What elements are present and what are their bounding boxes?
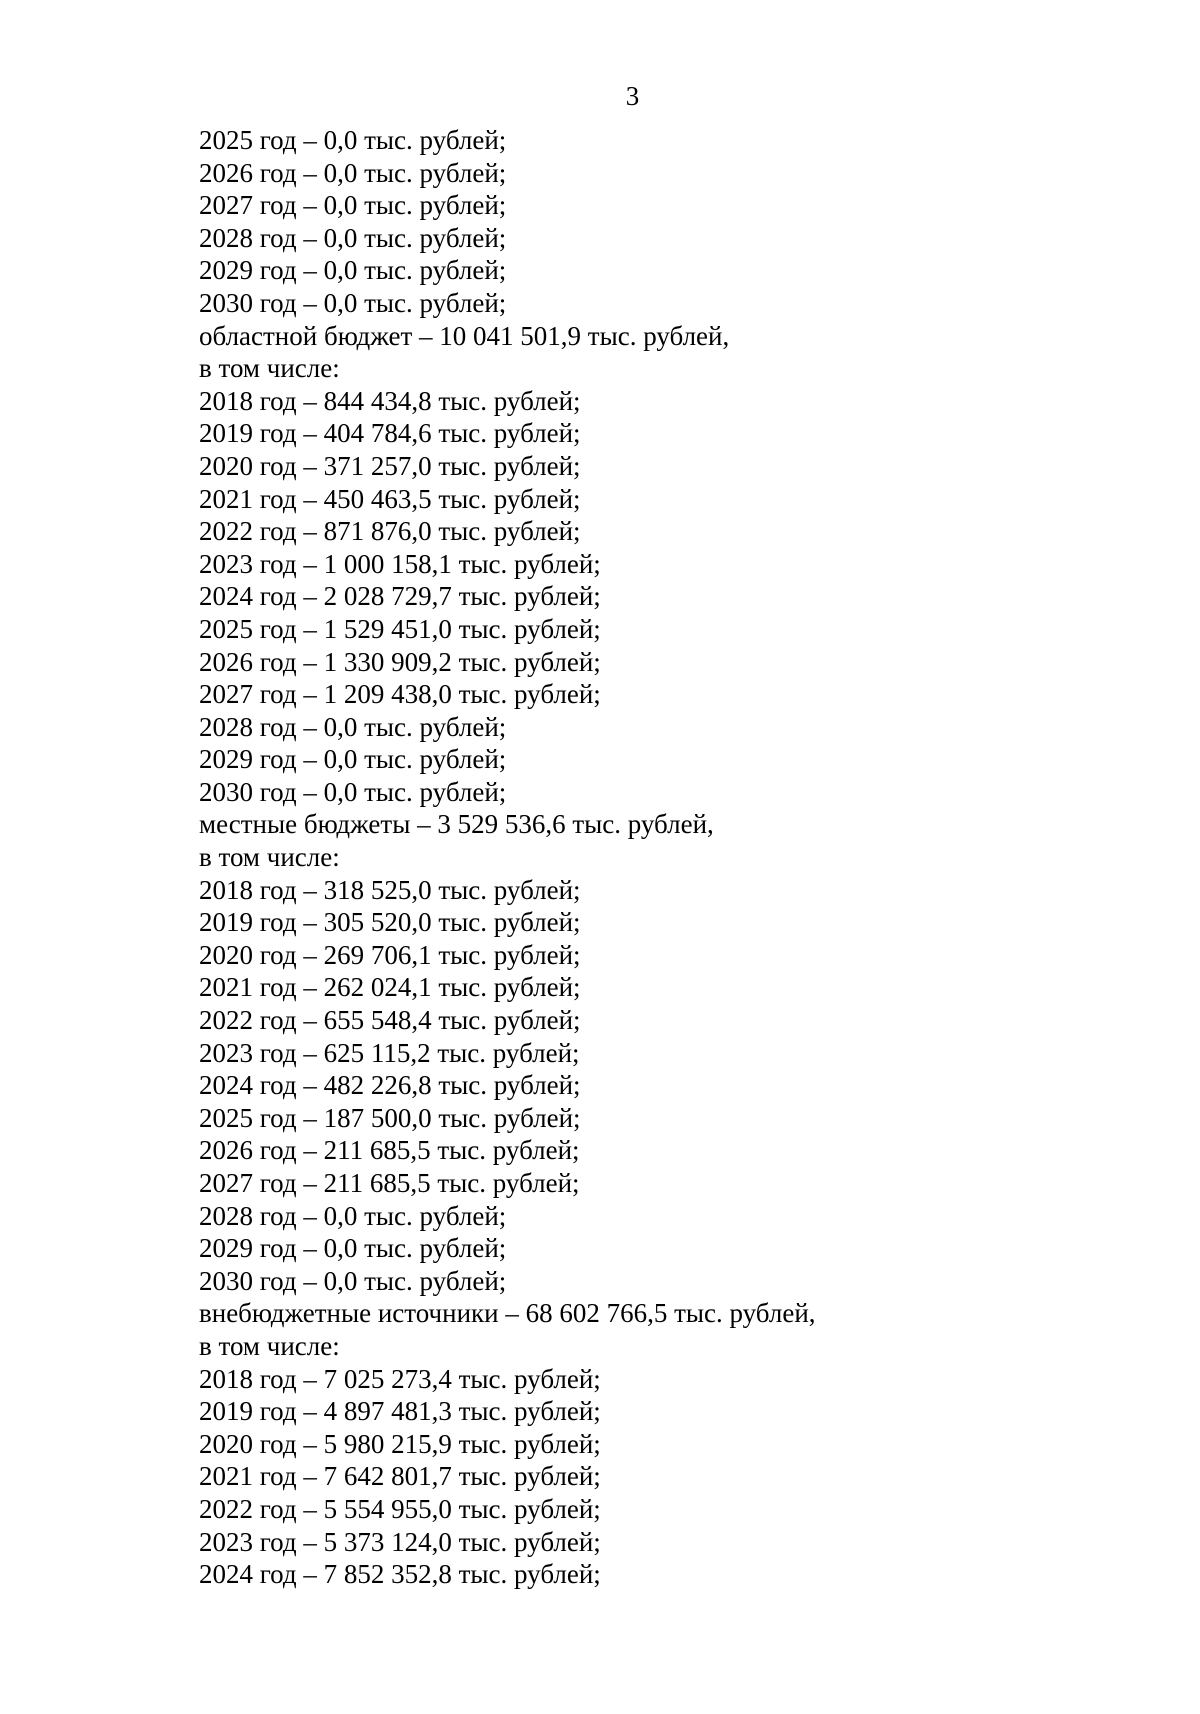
text-line: 2030 год – 0,0 тыс. рублей; (199, 776, 507, 807)
text-line: 2020 год – 5 980 215,9 тыс. рублей; (199, 1428, 601, 1459)
text-line: 2028 год – 0,0 тыс. рублей; (199, 711, 507, 742)
text-line: 2025 год – 0,0 тыс. рублей; (199, 125, 507, 155)
text-line: 2022 год – 5 554 955,0 тыс. рублей; (199, 1493, 601, 1524)
text-line: 2028 год – 0,0 тыс. рублей; (199, 1200, 507, 1231)
text-line: 2025 год – 1 529 451,0 тыс. рублей; (199, 613, 601, 644)
text-line: 2018 год – 318 525,0 тыс. рублей; (199, 874, 581, 905)
text-line: 2023 год – 5 373 124,0 тыс. рублей; (199, 1526, 601, 1557)
text-line: 2020 год – 371 257,0 тыс. рублей; (199, 450, 581, 481)
text-line: 2018 год – 844 434,8 тыс. рублей; (199, 385, 581, 416)
text-line: 2019 год – 305 520,0 тыс. рублей; (199, 907, 581, 938)
text-line: 2030 год – 0,0 тыс. рублей; (199, 287, 507, 318)
text-line: 2026 год – 211 685,5 тыс. рублей; (199, 1135, 580, 1166)
text-line: 2024 год – 2 028 729,7 тыс. рублей; (199, 581, 601, 612)
text-line: 2026 год – 0,0 тыс. рублей; (199, 157, 507, 188)
text-line: 2027 год – 0,0 тыс. рублей; (199, 190, 507, 221)
text-line: 2027 год – 1 209 438,0 тыс. рублей; (199, 679, 601, 710)
section-heading-regional-budget: областной бюджет – 10 041 501,9 тыс. рублей, (199, 320, 730, 351)
text-line: 2029 год – 0,0 тыс. рублей; (199, 744, 507, 775)
page-number: 3 (625, 81, 640, 111)
funding-text-block (199, 124, 1159, 1591)
text-line: 2019 год – 404 784,6 тыс. рублей; (199, 418, 581, 449)
text-line: 2026 год – 1 330 909,2 тыс. рублей; (199, 646, 601, 677)
text-line: 2029 год – 0,0 тыс. рублей; (199, 1233, 507, 1264)
text-line: 2019 год – 4 897 481,3 тыс. рублей; (199, 1396, 601, 1427)
text-line: 2021 год – 450 463,5 тыс. рублей; (199, 483, 581, 514)
section-heading-local-budgets: местные бюджеты – 3 529 536,6 тыс. рублей, (199, 809, 714, 840)
section-heading-extrabudgetary-sources: внебюджетные источники – 68 602 766,5 тыс. рублей, (199, 1298, 816, 1329)
text-line: 2022 год – 655 548,4 тыс. рублей; (199, 1005, 581, 1036)
text-line: в том числе: (199, 353, 340, 384)
text-line: 2021 год – 262 024,1 тыс. рублей; (199, 972, 581, 1003)
text-line: 2027 год – 211 685,5 тыс. рублей; (199, 1168, 580, 1198)
text-line: 2030 год – 0,0 тыс. рублей; (199, 1265, 507, 1296)
text-line: 2025 год – 187 500,0 тыс. рублей; (199, 1102, 581, 1133)
text-line: 2018 год – 7 025 273,4 тыс. рублей; (199, 1363, 601, 1394)
text-line: в том числе: (199, 842, 340, 873)
text-line: 2024 год – 7 852 352,8 тыс. рублей; (199, 1559, 601, 1590)
text-line: 2028 год – 0,0 тыс. рублей; (199, 222, 507, 253)
text-line: 2022 год – 871 876,0 тыс. рублей; (199, 516, 581, 547)
text-line: 2029 год – 0,0 тыс. рублей; (199, 255, 507, 286)
text-line: 2024 год – 482 226,8 тыс. рублей; (199, 1070, 581, 1101)
text-line: 2020 год – 269 706,1 тыс. рублей; (199, 939, 581, 970)
text-line: в том числе: (199, 1330, 340, 1361)
text-line: 2023 год – 625 115,2 тыс. рублей; (199, 1037, 580, 1068)
text-line: 2021 год – 7 642 801,7 тыс. рублей; (199, 1461, 601, 1492)
text-line: 2023 год – 1 000 158,1 тыс. рублей; (199, 548, 601, 579)
